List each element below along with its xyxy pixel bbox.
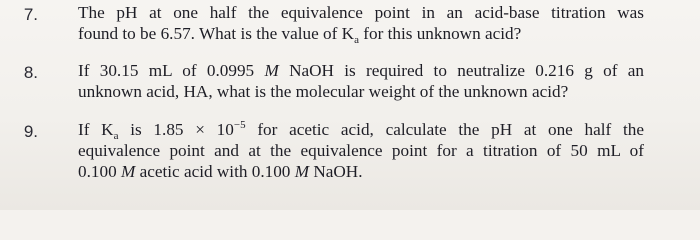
problem-number: 9. bbox=[23, 122, 38, 141]
problem-number: 8. bbox=[23, 63, 38, 82]
superscript: −5 bbox=[233, 119, 246, 131]
problem-text-line: unknown acid, HA, what is the molecular weight of the unknown acid? bbox=[78, 82, 569, 101]
subscript: a bbox=[113, 130, 119, 142]
problem-text-line: If $K_a$ is $1.85 \times 10^{-5}$ for acetic acid, calculate the pH at one half the bbox=[78, 119, 644, 142]
problem-text-line: If 30.15 mL of 0.0995 M NaOH is required to neutralize 0.216 g of an bbox=[78, 61, 644, 80]
problem-text-line: The pH at one half the equivalence point in an acid-base titration was bbox=[78, 3, 644, 22]
problem-number: 7. bbox=[23, 5, 38, 24]
problem-text-line: equivalence point and at the equivalence point for a titration of 50 mL of bbox=[78, 141, 644, 160]
problem-text-line: 0.100 M acetic acid with 0.100 M NaOH. bbox=[78, 162, 363, 181]
problem-text-line: found to be 6.57. What is the value of $K_a$ for this unknown acid? bbox=[78, 24, 522, 46]
subscript: a bbox=[354, 34, 359, 46]
